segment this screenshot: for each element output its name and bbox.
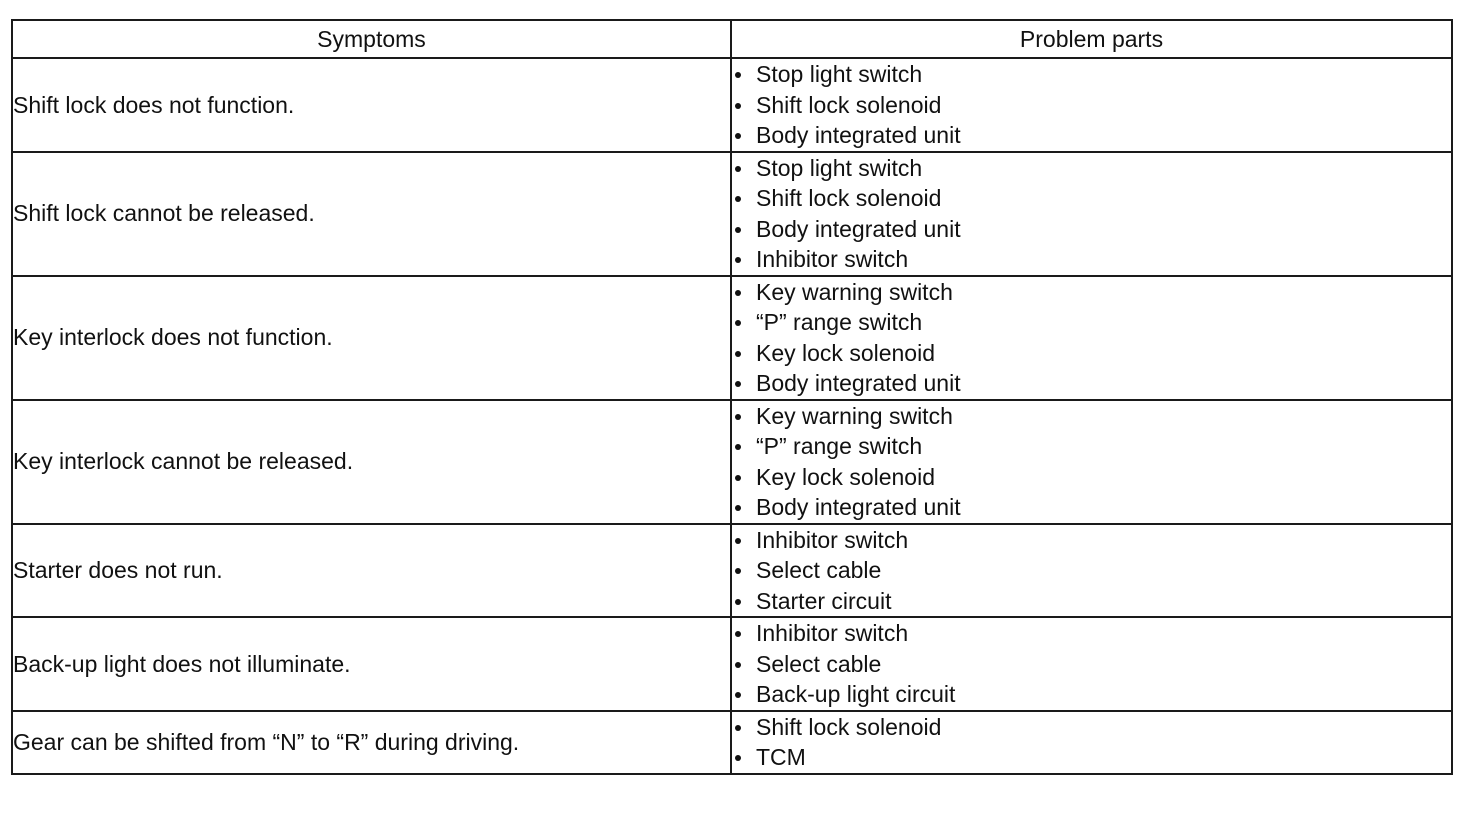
table-row — [12, 276, 1452, 400]
problem-parts-cell — [731, 711, 1452, 774]
table-row — [12, 152, 1452, 276]
list-item: Inhibitor switch — [732, 244, 1451, 275]
problem-parts-cell — [731, 400, 1452, 524]
problem-parts-list — [732, 277, 1451, 399]
list-item: Key lock solenoid — [732, 462, 1451, 493]
problem-parts-cell — [731, 276, 1452, 400]
problem-parts-cell — [731, 152, 1452, 276]
problem-parts-list — [732, 712, 1451, 773]
problem-parts-list — [732, 59, 1451, 151]
symptom-cell: Key interlock cannot be released. — [12, 400, 731, 524]
problem-parts-cell — [731, 617, 1452, 711]
table-row — [12, 58, 1452, 152]
list-item: Shift lock solenoid — [732, 183, 1451, 214]
symptom-cell: Shift lock cannot be released. — [12, 152, 731, 276]
list-item: Body integrated unit — [732, 492, 1451, 523]
list-item: Select cable — [732, 649, 1451, 680]
problem-parts-list — [732, 618, 1451, 710]
list-item: Shift lock solenoid — [732, 712, 1451, 743]
table-row — [12, 617, 1452, 711]
header-row — [12, 20, 1452, 58]
list-item: Stop light switch — [732, 153, 1451, 184]
problem-parts-list — [732, 401, 1451, 523]
symptom-cell: Starter does not run. — [12, 524, 731, 618]
symptoms-header: Symptoms — [12, 20, 731, 58]
problem-parts-cell — [731, 524, 1452, 618]
problem-parts-list — [732, 153, 1451, 275]
table-row — [12, 400, 1452, 524]
table-row — [12, 711, 1452, 774]
list-item: Body integrated unit — [732, 214, 1451, 245]
list-item: TCM — [732, 742, 1451, 773]
list-item: Inhibitor switch — [732, 525, 1451, 556]
list-item: Key lock solenoid — [732, 338, 1451, 369]
symptom-cell: Shift lock does not function. — [12, 58, 731, 152]
list-item: Body integrated unit — [732, 368, 1451, 399]
list-item: Body integrated unit — [732, 120, 1451, 151]
list-item: Starter circuit — [732, 586, 1451, 617]
problem-parts-cell — [731, 58, 1452, 152]
list-item: Key warning switch — [732, 401, 1451, 432]
symptom-cell: Back-up light does not illuminate. — [12, 617, 731, 711]
table-row — [12, 524, 1452, 618]
problem-parts-header: Problem parts — [731, 20, 1452, 58]
symptoms-table — [11, 19, 1453, 775]
list-item: “P” range switch — [732, 307, 1451, 338]
list-item: Inhibitor switch — [732, 618, 1451, 649]
list-item: Select cable — [732, 555, 1451, 586]
list-item: “P” range switch — [732, 431, 1451, 462]
symptom-cell: Gear can be shifted from “N” to “R” during driving. — [12, 711, 731, 774]
symptom-cell: Key interlock does not function. — [12, 276, 731, 400]
list-item: Key warning switch — [732, 277, 1451, 308]
problem-parts-list — [732, 525, 1451, 617]
list-item: Shift lock solenoid — [732, 90, 1451, 121]
list-item: Back-up light circuit — [732, 679, 1451, 710]
list-item: Stop light switch — [732, 59, 1451, 90]
